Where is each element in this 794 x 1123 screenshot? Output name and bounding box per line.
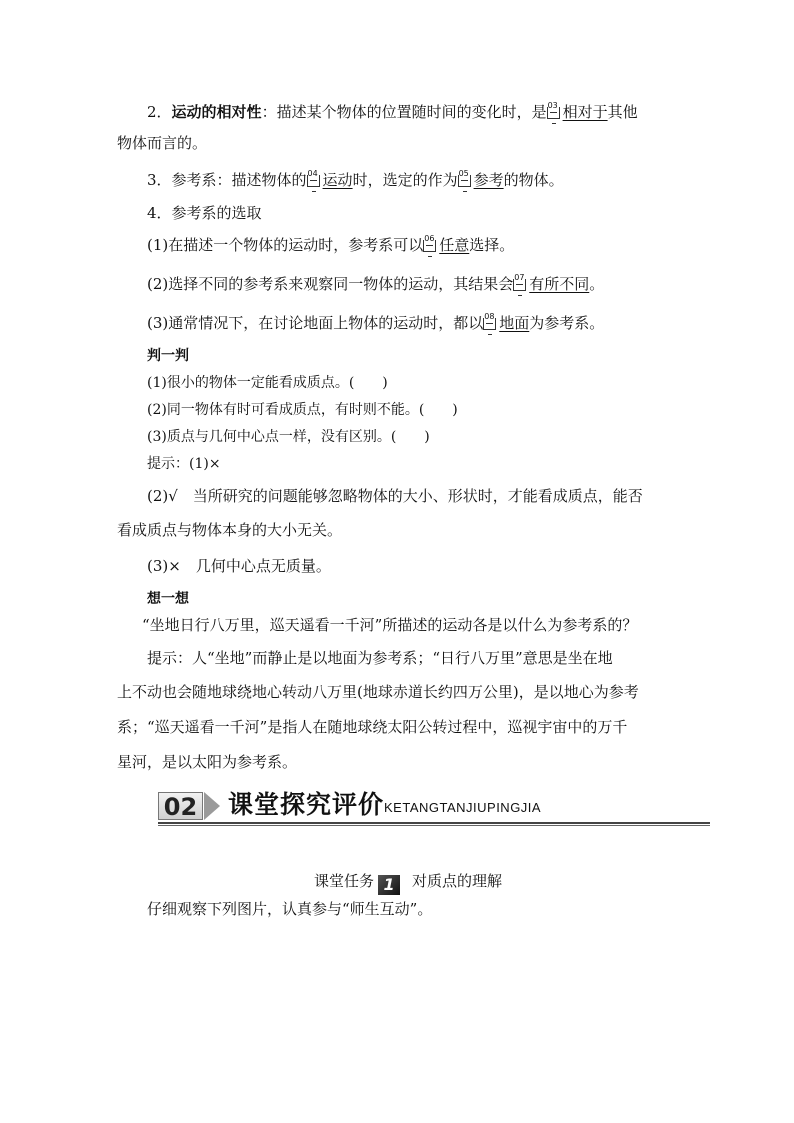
judge-question-3: (3)质点与几何中心点一样，没有区别。( ) [147,429,430,445]
judge-question-2: (2)同一物体有时可看成质点，有时则不能。( ) [147,402,458,418]
item4-sub1 [147,236,514,254]
blank-number-box: 05 [458,171,473,189]
item4-sub2-end: 。 [589,275,605,293]
banner-divider [158,822,710,824]
judge-hint-2-line2: 看成质点与物体本身的大小无关。 [117,521,343,539]
item4-sub2 [147,275,604,293]
think-question: “坐地日行八万里，巡天遥看一千河”所描述的运动各是以什么为参考系的？ [142,616,638,634]
section-pinyin: KETANGTANJIUPINGJIA [384,800,542,815]
think-heading: 想一想 [147,591,189,607]
think-answer-line4: 星河，是以太阳为参考系。 [117,753,298,771]
answer-blank: 地面 [499,314,530,332]
item3-text-mid: 时，选定的作为 [352,171,458,189]
blank-number-box: 03 [547,103,562,121]
item3-line [147,171,564,189]
answer-blank: 相对于 [562,103,608,121]
task-instruction: 仔细观察下列图片，认真参与“师生互动”。 [147,900,433,918]
judge-hint-2-line1: (2)√ 当所研究的问题能够忽略物体的大小、形状时，才能看成质点，能否 [147,487,643,505]
item4-sub3-text: (3)通常情况下，在讨论地面上物体的运动时，都以 [147,314,484,332]
task-heading [314,872,502,895]
item4-sub3-end: 为参考系。 [529,314,605,332]
item3-text-end: 的物体。 [503,171,564,189]
blank-number-box: 06 [423,236,438,254]
section-title: 课堂探究评价 [228,790,385,819]
item2-line1 [147,103,638,121]
answer-blank: 任意 [439,236,470,254]
item2-prefix: 2． [147,103,172,121]
think-answer-line1: 提示：人“坐地”而静止是以地面为参考系；“日行八万里”意思是坐在地 [147,649,613,667]
item2-term: 运动的相对性 [171,103,262,121]
task-prefix: 课堂任务 [314,872,375,890]
item4-sub3 [147,314,604,332]
item4-sub1-end: 选择。 [469,236,515,254]
judge-heading: 判一判 [147,348,189,364]
answer-blank: 有所不同 [529,275,590,293]
section-number: 02 [158,792,203,820]
item2-line2: 物体而言的。 [117,134,208,152]
think-answer-line2: 上不动也会随地球绕地心转动八万里(地球赤道长约四万公里)，是以地心为参考 [117,683,639,701]
judge-hint-1: 提示：(1)× [147,456,221,472]
answer-blank: 运动 [322,171,353,189]
blank-number-box: 04 [307,171,322,189]
task-number-badge: 1 [378,875,400,895]
section-banner [158,790,710,826]
banner-arrow-icon [204,792,220,820]
blank-number-box: 08 [483,314,498,332]
answer-blank: 参考 [473,171,504,189]
item3-text-a: 3．参考系：描述物体的 [147,171,307,189]
item4-sub2-text: (2)选择不同的参考系来观察同一物体的运动，其结果会 [147,275,514,293]
blank-number-box: 07 [513,275,528,293]
judge-hint-3: (3)× 几何中心点无质量。 [147,557,331,575]
task-title: 对质点的理解 [412,872,503,890]
item4-heading: 4．参考系的选取 [147,204,262,222]
banner-divider-thin [158,825,710,826]
item2-text-b: 其他 [607,103,638,121]
item2-text-a: ：描述某个物体的位置随时间的变化时，是 [261,103,547,121]
item4-sub1-text: (1)在描述一个物体的运动时，参考系可以 [147,236,424,254]
think-answer-line3: 系；“巡天遥看一千河”是指人在随地球绕太阳公转过程中，巡视宇宙中的万千 [117,718,628,736]
judge-question-1: (1)很小的物体一定能看成质点。( ) [147,375,388,391]
